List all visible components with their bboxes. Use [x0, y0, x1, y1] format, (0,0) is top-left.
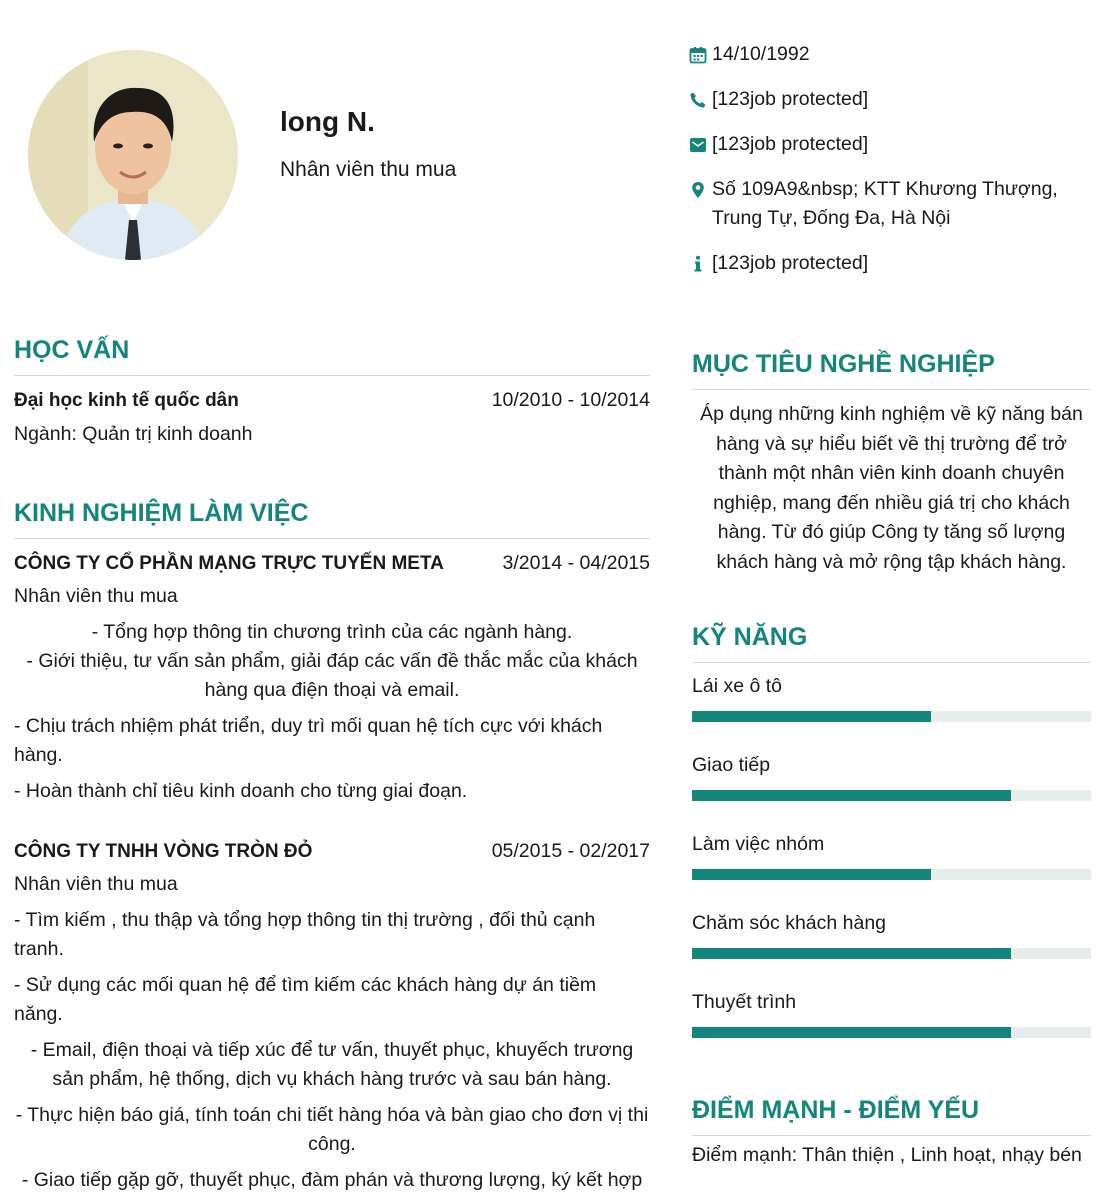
contact-text: [123job protected] [712, 252, 869, 274]
skill-name: Làm việc nhóm [692, 833, 825, 855]
duty-item: - Tìm kiếm , thu thập và tổng hợp thông tin thị trường , đối thủ cạnh tranh. [14, 909, 596, 960]
company-name: CÔNG TY TNHH VÒNG TRÒN ĐỎ [14, 841, 313, 862]
objective-heading: MỤC TIÊU NGHỀ NGHIỆP [692, 350, 1091, 390]
calendar-icon [684, 40, 712, 64]
education-heading: HỌC VẤN [14, 336, 650, 376]
duty-item: - Sử dụng các mối quan hệ để tìm kiếm các khách hàng dự án tiềm năng. [14, 974, 597, 1025]
duty-item: - Email, điện thoại và tiếp xúc để tư vấn, thuyết phục, khuyếch trương sản phẩm, hệ thống, dịch vụ khách hàng trước và sau bán hàng. [30, 1039, 634, 1090]
company-entry [14, 552, 650, 806]
experience-heading: KINH NGHIỆM LÀM VIỆC [14, 499, 650, 539]
info-icon [684, 249, 712, 273]
company-period: 3/2014 - 04/2015 [502, 552, 650, 574]
company-name: CÔNG TY CỔ PHẦN MẠNG TRỰC TUYẾN META [14, 553, 444, 574]
education-major: Ngành: Quản trị kinh doanh [14, 423, 253, 445]
candidate-name: long N. [280, 106, 375, 137]
strengths-heading: ĐIỂM MẠNH - ĐIỂM YẾU [692, 1096, 1091, 1136]
strengths-section [692, 1096, 1091, 1167]
skill-item [692, 673, 1091, 722]
skill-level-bar [692, 711, 1091, 722]
contact-address [684, 175, 1094, 233]
company-role: Nhân viên thu mua [14, 585, 178, 607]
company-entry [14, 840, 650, 1195]
duty-item: - Hoàn thành chỉ tiêu kinh doanh cho từng giai đoạn. [14, 780, 468, 802]
skill-level-fill [692, 948, 1011, 959]
skills-heading: KỸ NĂNG [692, 623, 1091, 663]
skill-list [692, 673, 1091, 1038]
contact-list [684, 40, 1094, 294]
company-period: 05/2015 - 02/2017 [491, 840, 650, 862]
contact-phone [684, 85, 1094, 114]
skills-section [692, 623, 1091, 1038]
skill-level-fill [692, 869, 931, 880]
map-marker-icon [684, 175, 712, 199]
skill-level-bar [692, 1027, 1091, 1038]
duty-item: - Thực hiện báo giá, tính toán chi tiết hàng hóa và bàn giao cho đơn vị thi công. [15, 1104, 649, 1155]
right-column [692, 350, 1091, 1167]
candidate-title: Nhân viên thu mua [280, 158, 457, 181]
contact-text: [123job protected] [712, 133, 869, 155]
duty-item: - Giao tiếp gặp gỡ, thuyết phục, đàm phán và thương lượng, ký kết hợp [21, 1169, 643, 1191]
skill-level-fill [692, 790, 1011, 801]
objective-text: Áp dụng những kinh nghiệm về kỹ năng bán hàng và sự hiểu biết về thị trường để trở thành một nhân viên kinh doanh chuyên nghiệp, mang đến nhiều giá trị cho khách hàng. Từ đó giúp Công ty tăng số lượng khách hàng và mở rộng tập khách hàng. [700, 403, 1083, 573]
avatar [28, 50, 238, 260]
experience-section [14, 499, 650, 1195]
contact-birthday [684, 40, 1094, 69]
education-section [14, 336, 650, 449]
contact-text: Số 109A9&nbsp; KTT Khương Thượng, Trung Tự, Đống Đa, Hà Nội [712, 178, 1058, 229]
objective-section [692, 350, 1091, 577]
contact-text: 14/10/1992 [712, 43, 810, 65]
left-column [14, 336, 650, 1195]
education-period: 10/2010 - 10/2014 [491, 389, 650, 411]
company-row [14, 552, 650, 575]
skill-level-fill [692, 1027, 1011, 1038]
duty-item: - Chịu trách nhiệm phát triển, duy trì mối quan hệ tích cực với khách hàng. [14, 715, 603, 766]
skill-level-bar [692, 948, 1091, 959]
skill-item [692, 831, 1091, 880]
skill-item [692, 910, 1091, 959]
skill-level-fill [692, 711, 931, 722]
skill-level-bar [692, 869, 1091, 880]
skill-name: Chăm sóc khách hàng [692, 912, 887, 934]
contact-info [684, 249, 1094, 278]
skill-name: Lái xe ô tô [692, 675, 782, 697]
profile-photo [28, 50, 238, 260]
envelope-icon [684, 130, 712, 154]
school-name: Đại học kinh tế quốc dân [14, 390, 239, 411]
skill-name: Thuyết trình [692, 991, 797, 1013]
duty-item: - Tổng hợp thông tin chương trình của các ngành hàng. [91, 621, 573, 643]
company-row [14, 840, 650, 863]
education-row [14, 389, 650, 412]
contact-email [684, 130, 1094, 159]
skill-item [692, 989, 1091, 1038]
skill-item [692, 752, 1091, 801]
contact-text: [123job protected] [712, 88, 869, 110]
phone-icon [684, 85, 712, 109]
skill-name: Giao tiếp [692, 754, 771, 776]
strengths-text: Điểm mạnh: Thân thiện , Linh hoạt, nhạy bén [692, 1144, 1082, 1166]
company-role: Nhân viên thu mua [14, 873, 178, 895]
duty-item: - Giới thiệu, tư vấn sản phẩm, giải đáp các vấn đề thắc mắc của khách hàng qua điện thoại và email. [26, 650, 638, 701]
skill-level-bar [692, 790, 1091, 801]
